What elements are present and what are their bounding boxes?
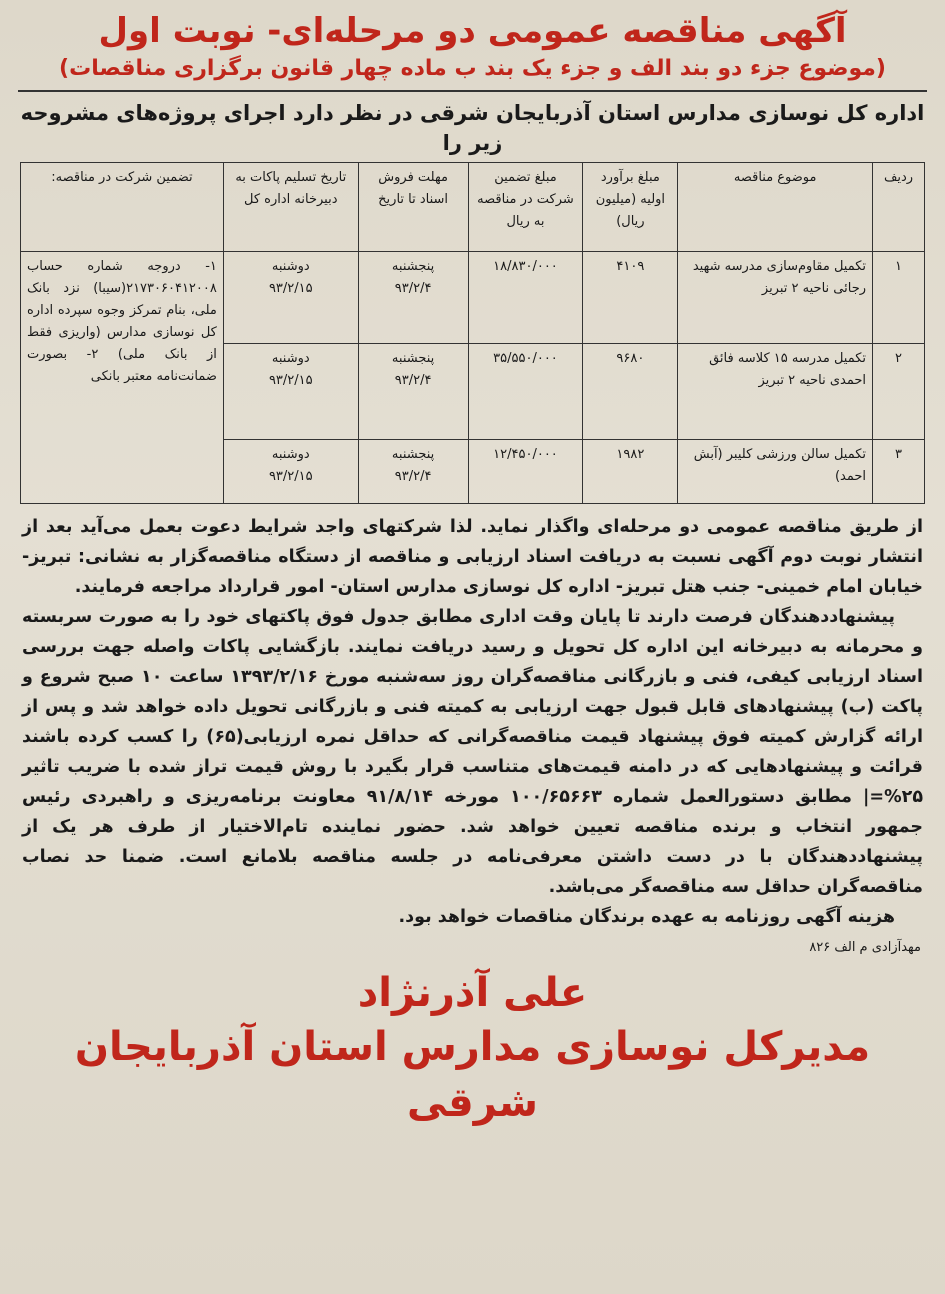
row-deposit: ۱۸/۸۳۰/۰۰۰ <box>468 252 583 344</box>
header-guarantee: تضمین شرکت در مناقصه: <box>21 163 224 252</box>
header-estimate: مبلغ برآورد اولیه (میلیون ریال) <box>583 163 678 252</box>
sale-date: ۹۳/۲/۴ <box>394 469 432 484</box>
table-header-row <box>21 163 925 252</box>
guarantee-text: ۱- دروجه شماره حساب ۲۱۷۳۰۶۰۴۱۲۰۰۸(سیبا) نزد بانک ملی، بنام تمرکز وجوه سپرده اداره کل نوسازی مدارس (واریزی فقط از بانک ملی) ۲- بصورت ضمانت‌نامه معتبر بانکی <box>21 252 224 504</box>
delivery-day: دوشنبه <box>271 447 310 462</box>
row-subject: تکمیل مدرسه ۱۵ کلاسه فائق احمدی ناحیه ۲ تبریز <box>678 344 873 440</box>
tender-table <box>20 162 925 504</box>
row-number: ۳ <box>873 440 925 504</box>
row-sale-deadline <box>358 440 468 504</box>
sale-day: پنجشنبه <box>391 351 435 366</box>
row-subject: تکمیل سالن ورزشی کلیبر (آبش احمد) <box>678 440 873 504</box>
delivery-date: ۹۳/۲/۱۵ <box>268 373 313 388</box>
table-row <box>21 252 925 344</box>
sale-date: ۹۳/۲/۴ <box>394 281 432 296</box>
header-divider <box>18 90 927 92</box>
header-sale-deadline: مهلت فروش اسناد تا تاریخ <box>358 163 468 252</box>
reference-code: مهدآزادی م الف ۸۲۶ <box>809 940 921 955</box>
row-estimate: ۹۶۸۰ <box>583 344 678 440</box>
delivery-day: دوشنبه <box>271 351 310 366</box>
row-estimate: ۴۱۰۹ <box>583 252 678 344</box>
row-delivery <box>223 344 358 440</box>
sale-day: پنجشنبه <box>391 259 435 274</box>
row-number: ۱ <box>873 252 925 344</box>
header-deposit: مبلغ تضمین شرکت در مناقصه به ریال <box>468 163 583 252</box>
body-paragraph: هزینه آگهی روزنامه به عهده برندگان مناقصات خواهد بود. <box>398 907 895 927</box>
row-deposit: ۳۵/۵۵۰/۰۰۰ <box>468 344 583 440</box>
signatory-title: مدیرکل نوسازی مدارس استان آذربایجان شرقی <box>74 1024 871 1126</box>
intro-text: اداره کل نوسازی مدارس استان آذربایجان شرقی در نظر دارد اجرای پروژه‌های مشروحه زیر را <box>20 101 925 155</box>
header-subject: موضوع مناقصه <box>678 163 873 252</box>
row-sale-deadline <box>358 252 468 344</box>
sale-day: پنجشنبه <box>391 447 435 462</box>
body-paragraph: از طریق مناقصه عمومی دو مرحله‌ای واگذار نماید. لذا شرکتهای واجد شرایط دعوت بعمل می‌آید بعد از انتشار نوبت دوم آگهی نسبت به دریافت اسناد ارزیابی و مناقصه از دستگاه مناقصه‌گزار به نشانی: تبریز- خیابان امام خمینی- جنب هتل تبریز- اداره کل نوسازی مدارس استان- امور قرارداد مراجعه فرمایند. <box>22 517 923 597</box>
header-row-number: ردیف <box>873 163 925 252</box>
sale-date: ۹۳/۲/۴ <box>394 373 432 388</box>
row-subject: تکمیل مقاوم‌سازی مدرسه شهید رجائی ناحیه ۲ تبریز <box>678 252 873 344</box>
row-delivery <box>223 252 358 344</box>
signatory-name: علی آذرنژاد <box>357 970 588 1016</box>
delivery-date: ۹۳/۲/۱۵ <box>268 281 313 296</box>
row-number: ۲ <box>873 344 925 440</box>
announcement-title: آگهی مناقصه عمومی دو مرحله‌ای- نوبت اول <box>98 11 847 51</box>
row-deposit: ۱۲/۴۵۰/۰۰۰ <box>468 440 583 504</box>
delivery-date: ۹۳/۲/۱۵ <box>268 469 313 484</box>
row-estimate: ۱۹۸۲ <box>583 440 678 504</box>
announcement-body <box>22 512 923 932</box>
header-delivery-date: تاریخ تسلیم پاکات به دبیرخانه اداره کل <box>223 163 358 252</box>
delivery-day: دوشنبه <box>271 259 310 274</box>
body-paragraph: پیشنهاددهندگان فرصت دارند تا پایان وقت اداری مطابق جدول فوق پاکتهای خود را به صورت سربسته و محرمانه به دبیرخانه این اداره کل تحویل و رسید دریافت نمایند. بازگشایی پاکات واصله جهت بررسی اسناد ارزیابی کیفی، فنی و بازرگانی مناقصه‌گران روز سه‌شنبه مورخ ۱۳۹۳/۲/۱۶ ساعت ۱۰ صبح شروع و پاکت (ب) پیشنهادهای قابل قبول جهت ارزیابی به کمیته فنی و بازرگانی تحویل داده خواهد شد و پس از ارائه گزارش کمیته فوق پیشنهاد قیمت مناقصه‌گرانی که حداقل نمره ارزیابی(۶۵) را کسب کرده باشند قرائت و پیشنهادهایی که در دامنه قیمت‌های متناسب قرار بگیرد با روش قیمت تراز شده با ضریب تاثیر ۲۵%=| مطابق دستورالعمل شماره ۱۰۰/۶۵۶۶۳ مورخه ۹۱/۸/۱۴ معاونت برنامه‌ریزی و راهبردی رئیس جمهور انتخاب و برنده مناقصه تعیین خواهد شد. حضور نماینده تام‌الاختیار از طرف هر یک از پیشنهاددهندگان با در دست داشتن معرفی‌نامه در جلسه مناقصه بلامانع است. ضمنا حد نصاب مناقصه‌گران حداقل سه مناقصه‌گر می‌باشد. <box>22 607 924 897</box>
row-delivery <box>223 440 358 504</box>
announcement-subtitle: (موضوع جزء دو بند الف و جزء یک بند ب ماده چهار قانون برگزاری مناقصات) <box>59 56 886 81</box>
row-sale-deadline <box>358 344 468 440</box>
